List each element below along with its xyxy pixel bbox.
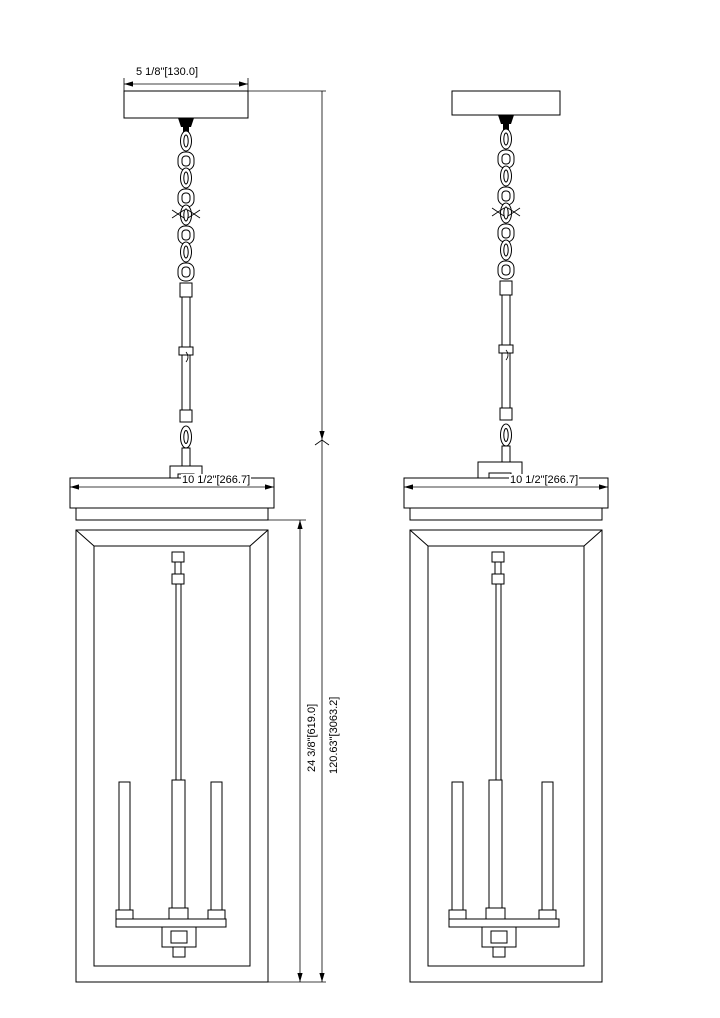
candle-sleeve-left-side xyxy=(452,782,463,910)
stem-rod xyxy=(179,283,193,478)
dim-label-fixture-width-left: 10 1/2"[266.7] xyxy=(182,474,251,486)
dim-label-canopy-width: 5 1/8"[130.0] xyxy=(136,66,199,78)
inner-rod-cap xyxy=(172,552,184,562)
top-plate-lip-side xyxy=(410,508,602,520)
top-plate-lip xyxy=(76,508,268,520)
canopy-plate-side xyxy=(452,91,560,115)
socket-crossbar xyxy=(116,919,226,927)
candle-sleeve-right xyxy=(211,782,222,910)
front-elevation-view xyxy=(70,91,274,982)
chain-assembly-side xyxy=(492,129,520,279)
canopy-nipple-side xyxy=(498,115,514,124)
canopy-nipple xyxy=(178,118,194,127)
canopy-plate xyxy=(124,91,248,118)
stem-rod-side xyxy=(499,281,513,476)
side-elevation-view xyxy=(404,91,608,982)
bottom-finial xyxy=(173,947,185,957)
candle-sleeve-center-side xyxy=(489,780,502,910)
dim-label-fixture-width-right: 10 1/2"[266.7] xyxy=(510,474,579,486)
dim-label-body-height: 24 3/8"[619.0] xyxy=(306,703,318,772)
candle-sleeve-center xyxy=(172,780,185,910)
inner-down-rod-side xyxy=(496,584,501,780)
inner-down-rod xyxy=(176,584,181,780)
dim-label-overall-height: 120.63"[3063.2] xyxy=(328,696,340,774)
chain-assembly xyxy=(172,131,200,281)
socket-crossbar-side xyxy=(449,919,559,927)
candle-sleeve-right-side xyxy=(542,782,553,910)
lantern-inner-frame-side xyxy=(428,546,584,966)
candle-sleeve-left xyxy=(119,782,130,910)
bottom-finial-side xyxy=(493,947,505,957)
